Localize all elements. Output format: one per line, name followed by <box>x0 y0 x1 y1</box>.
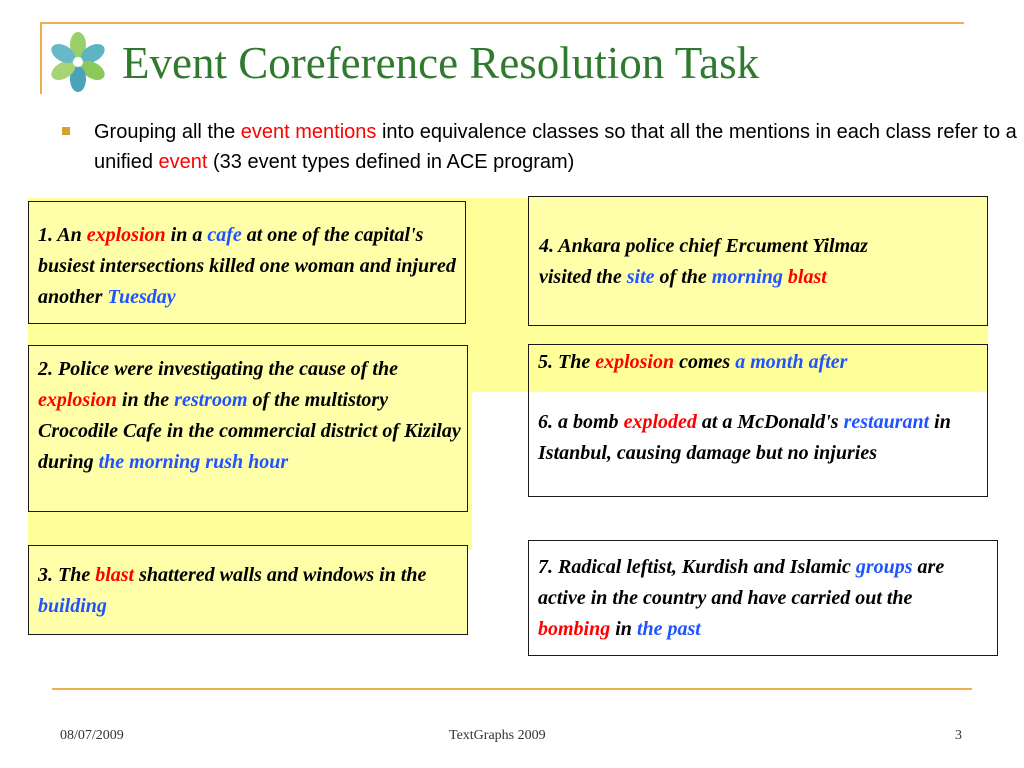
mention-morning: morning <box>711 266 783 288</box>
example-box-2 <box>28 345 468 512</box>
example-text: 3. The <box>38 564 96 586</box>
title-top-rule <box>40 22 964 24</box>
example-5-text <box>538 347 847 378</box>
example-3-text <box>38 560 461 622</box>
slide-title: Event Coreference Resolution Task <box>122 38 760 88</box>
mention-blast: blast <box>95 564 135 586</box>
example-1-text <box>38 220 457 313</box>
mention-explosion: explosion <box>595 351 675 373</box>
highlight-event: event <box>158 151 208 173</box>
example-6-text <box>538 407 970 469</box>
example-box-4 <box>528 196 988 326</box>
mention-the-past: the past <box>636 618 701 640</box>
example-7-text <box>538 552 989 645</box>
bullet-text-part: Grouping all the <box>94 121 241 143</box>
mention-site: site <box>626 266 655 288</box>
mention-bombing: bombing <box>538 618 611 640</box>
example-text: are active in the country and have carried out the <box>538 556 945 609</box>
mention-building: building <box>38 595 107 617</box>
bullet-description <box>94 117 1019 177</box>
mention-blast: blast <box>787 266 827 288</box>
pinwheel-flower-icon <box>46 30 110 94</box>
example-text: 6. a bomb <box>538 411 624 433</box>
mention-tuesday: Tuesday <box>107 286 176 308</box>
example-box-3 <box>28 545 468 635</box>
example-4-text <box>539 231 979 293</box>
example-box-7 <box>528 540 998 656</box>
example-text: of the <box>654 266 712 288</box>
example-text: 7. Radical leftist, Kurdish and Islamic <box>538 556 856 578</box>
mention-explosion: explosion <box>86 224 166 246</box>
mention-groups: groups <box>855 556 913 578</box>
example-text: in Istanbul, causing damage but no injuries <box>538 411 951 464</box>
example-text: visited the <box>539 266 627 288</box>
mention-cafe: cafe <box>207 224 242 246</box>
example-text: in a <box>165 224 208 246</box>
example-box-5-6 <box>528 344 988 497</box>
footer-date: 08/07/2009 <box>60 728 124 743</box>
mention-morning-rush-hour: the morning rush hour <box>98 451 289 473</box>
bullet-square-icon <box>62 127 70 135</box>
example-text: of the multistory Crocodile Cafe in the commercial district of Kizilay during <box>38 389 461 473</box>
group-highlight-bridge <box>472 198 528 392</box>
bullet-text-part: into equivalence classes so that all the mentions in each class refer to a unified <box>94 121 1017 173</box>
mention-restaurant: restaurant <box>843 411 930 433</box>
example-text: in the <box>116 389 175 411</box>
example-text: comes <box>674 351 736 373</box>
title-left-rule <box>40 22 42 94</box>
example-text: at one of the capital's busiest intersections killed one woman and injured another <box>38 224 456 308</box>
mention-explosion: explosion <box>38 389 117 411</box>
example-box-1 <box>28 201 466 324</box>
example-text: 1. An <box>38 224 87 246</box>
mention-a-month-after: a month after <box>735 351 848 373</box>
footer-rule <box>52 688 972 690</box>
example-text: 2. Police were investigating the cause of the <box>38 358 398 380</box>
footer-page-number: 3 <box>955 728 962 743</box>
bullet-text-part: (33 event types defined in ACE program) <box>207 151 575 173</box>
example-text: 5. The <box>538 351 596 373</box>
example-text: shattered walls and windows in the <box>134 564 427 586</box>
example-text: 4. Ankara police chief Ercument Yilmaz <box>539 235 868 257</box>
example-text: at a McDonald's <box>696 411 844 433</box>
highlight-event-mentions: event mentions <box>240 121 377 143</box>
mention-restroom: restroom <box>174 389 248 411</box>
mention-exploded: exploded <box>623 411 697 433</box>
example-text: in <box>610 618 637 640</box>
footer-event: TextGraphs 2009 <box>449 728 546 743</box>
example-2-text <box>38 354 461 478</box>
